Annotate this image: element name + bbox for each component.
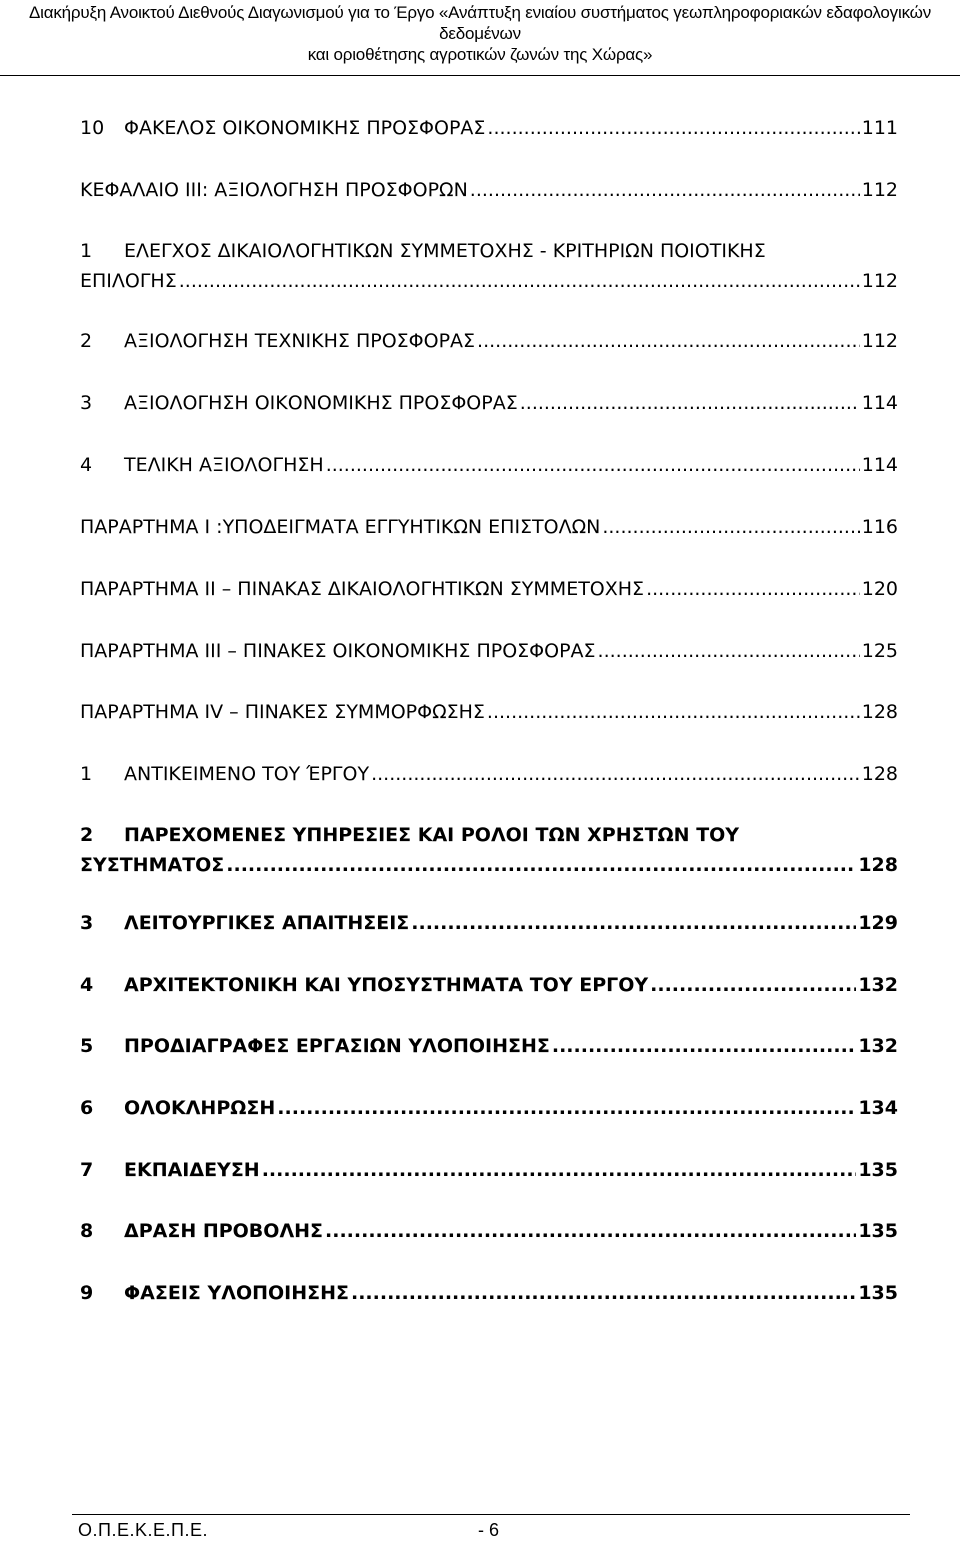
toc-dot-leader bbox=[552, 1031, 856, 1061]
toc-entry[interactable] bbox=[80, 820, 898, 880]
toc-entry-page: 134 bbox=[858, 1097, 898, 1119]
header-line-1: Διακήρυξη Ανοικτού Διεθνούς Διαγωνισμού για το Έργο «Ανάπτυξη ενιαίου συστήματος γεωπληροφοριακών εδαφολογικών δεδομένων bbox=[28, 3, 932, 43]
toc-entry-page: 128 bbox=[861, 701, 898, 723]
toc-entry[interactable] bbox=[80, 574, 898, 604]
toc-dot-leader bbox=[226, 850, 856, 880]
footer-organization: Ο.Π.Ε.Κ.Ε.Π.Ε. bbox=[78, 1520, 209, 1540]
toc-entry-title: ΦΑΣΕΙΣ ΥΛΟΠΟΙΗΣΗΣ bbox=[124, 1282, 349, 1304]
toc-dot-leader bbox=[411, 908, 856, 938]
toc-entry-title: ΑΡΧΙΤΕΚΤΟΝΙΚΗ ΚΑΙ ΥΠΟΣΥΣΤΗΜΑΤΑ ΤΟΥ ΕΡΓΟΥ bbox=[124, 974, 649, 996]
toc-entry-page: 120 bbox=[861, 578, 898, 600]
toc-dot-leader bbox=[470, 175, 860, 205]
toc-entry-page: 135 bbox=[858, 1282, 898, 1304]
toc-entry-page: 132 bbox=[858, 974, 898, 996]
toc-entry[interactable] bbox=[80, 175, 898, 205]
toc-entry-number: 8 bbox=[80, 1220, 94, 1242]
toc-entry-page: 111 bbox=[861, 117, 898, 139]
toc-entry[interactable] bbox=[80, 450, 898, 480]
toc-entry-title: ΔΡΑΣΗ ΠΡΟΒΟΛΗΣ bbox=[124, 1220, 324, 1242]
toc-entry-title: ΠΑΡΑΡΤΗΜΑ IV – ΠΙΝΑΚΕΣ ΣΥΜΜΟΡΦΩΣΗΣ bbox=[80, 701, 485, 723]
footer-page-number: - 6 bbox=[478, 1520, 500, 1540]
toc-entry-title: ΠΡΟΔΙΑΓΡΑΦΕΣ ΕΡΓΑΣΙΩΝ ΥΛΟΠΟΙΗΣΗΣ bbox=[124, 1035, 550, 1057]
toc-entry-title: ΦΑΚΕΛΟΣ ΟΙΚΟΝΟΜΙΚΗΣ ΠΡΟΣΦΟΡΑΣ bbox=[124, 117, 486, 139]
toc-dot-leader bbox=[326, 450, 860, 480]
toc-entry-page: 114 bbox=[861, 392, 898, 414]
toc-entry-page: 116 bbox=[861, 516, 898, 538]
toc-entry-title: ΛΕΙΤΟΥΡΓΙΚΕΣ ΑΠΑΙΤΗΣΕΙΣ bbox=[124, 912, 410, 934]
toc-entry-number: 10 bbox=[80, 117, 105, 139]
toc-entry[interactable] bbox=[80, 1031, 898, 1061]
toc-dot-leader bbox=[602, 512, 859, 542]
toc-entry-page: 112 bbox=[861, 270, 898, 292]
toc-dot-leader bbox=[325, 1216, 856, 1246]
toc-entry-title: ΚΕΦΑΛΑΙΟ ΙΙΙ: ΑΞΙΟΛΟΓΗΣΗ ΠΡΟΣΦΟΡΩΝ bbox=[80, 179, 468, 201]
toc-entry[interactable] bbox=[80, 1278, 898, 1308]
toc-entry[interactable] bbox=[80, 236, 898, 296]
toc-entry-title: ΠΑΡΑΡΤΗΜΑ Ι :ΥΠΟΔΕΙΓΜΑΤΑ ΕΓΓΥΗΤΙΚΩΝ ΕΠΙΣΤΟΛΩΝ bbox=[80, 516, 601, 538]
toc-dot-leader bbox=[371, 759, 860, 789]
toc-dot-leader bbox=[487, 697, 860, 727]
toc-entry-title: ΠΑΡΕΧΟΜΕΝΕΣ ΥΠΗΡΕΣΙΕΣ ΚΑΙ ΡΟΛΟΙ ΤΩΝ ΧΡΗΣΤΩΝ ΤΟΥ bbox=[124, 824, 740, 846]
toc-entry[interactable] bbox=[80, 636, 898, 666]
toc-entry[interactable] bbox=[80, 113, 898, 143]
toc-entry-page: 135 bbox=[858, 1159, 898, 1181]
toc-entry-number: 6 bbox=[80, 1097, 94, 1119]
toc-entry-page: 128 bbox=[861, 763, 898, 785]
toc-entry-title-continued: ΕΠΙΛΟΓΗΣ bbox=[80, 270, 177, 292]
toc-entry-title: ΠΑΡΑΡΤΗΜΑ ΙΙ – ΠΙΝΑΚΑΣ ΔΙΚΑΙΟΛΟΓΗΤΙΚΩΝ ΣΥΜΜΕΤΟΧΗΣ bbox=[80, 578, 645, 600]
toc-entry-title: ΕΛΕΓΧΟΣ ΔΙΚΑΙΟΛΟΓΗΤΙΚΩΝ ΣΥΜΜΕΤΟΧΗΣ - ΚΡΙΤΗΡΙΩΝ ΠΟΙΟΤΙΚΗΣ bbox=[124, 240, 766, 262]
toc-entry-page: 125 bbox=[861, 640, 898, 662]
toc-entry-title: ΑΞΙΟΛΟΓΗΣΗ ΟΙΚΟΝΟΜΙΚΗΣ ΠΡΟΣΦΟΡΑΣ bbox=[124, 392, 518, 414]
toc-entry-title-continued: ΣΥΣΤΗΜΑΤΟΣ bbox=[80, 854, 225, 876]
toc-entry-number: 3 bbox=[80, 392, 93, 414]
toc-entry-number: 5 bbox=[80, 1035, 94, 1057]
page-header bbox=[0, 2, 960, 65]
toc-dot-leader bbox=[646, 574, 860, 604]
toc-entry-number: 2 bbox=[80, 824, 94, 846]
toc-entry[interactable] bbox=[80, 1216, 898, 1246]
toc-entry-number: 7 bbox=[80, 1159, 94, 1181]
toc-dot-leader bbox=[598, 636, 860, 666]
toc-entry-page: 114 bbox=[861, 454, 898, 476]
toc-entry[interactable] bbox=[80, 326, 898, 356]
toc-entry[interactable] bbox=[80, 697, 898, 727]
toc-entry-page: 135 bbox=[858, 1220, 898, 1242]
toc-entry-number: 1 bbox=[80, 763, 93, 785]
toc-entry-title: ΠΑΡΑΡΤΗΜΑ ΙΙΙ – ΠΙΝΑΚΕΣ ΟΙΚΟΝΟΜΙΚΗΣ ΠΡΟΣΦΟΡΑΣ bbox=[80, 640, 596, 662]
toc-entry[interactable] bbox=[80, 512, 898, 542]
toc-dot-leader bbox=[351, 1278, 856, 1308]
toc-dot-leader bbox=[179, 266, 860, 296]
toc-entry[interactable] bbox=[80, 1093, 898, 1123]
header-divider bbox=[0, 75, 960, 76]
toc-entry[interactable] bbox=[80, 759, 898, 789]
toc-entry[interactable] bbox=[80, 388, 898, 418]
toc-entry-title: ΑΝΤΙΚΕΙΜΕΝΟ ΤΟΥ ΈΡΓΟΥ bbox=[124, 763, 370, 785]
toc-entry-title: ΟΛΟΚΛΗΡΩΣΗ bbox=[124, 1097, 276, 1119]
toc-entry-number: 1 bbox=[80, 240, 93, 262]
toc-dot-leader bbox=[477, 326, 860, 356]
toc-entry-number: 2 bbox=[80, 330, 93, 352]
toc-entry-page: 132 bbox=[858, 1035, 898, 1057]
header-line-2: και οριοθέτησης αγροτικών ζωνών της Χώρας» bbox=[307, 45, 653, 64]
toc-entry-page: 129 bbox=[858, 912, 898, 934]
toc-entry-page: 112 bbox=[861, 330, 898, 352]
toc-dot-leader bbox=[277, 1093, 856, 1123]
toc-entry[interactable] bbox=[80, 970, 898, 1000]
toc-entry-title: ΤΕΛΙΚΗ ΑΞΙΟΛΟΓΗΣΗ bbox=[124, 454, 324, 476]
toc-entry-page: 112 bbox=[861, 179, 898, 201]
toc-dot-leader bbox=[487, 113, 859, 143]
toc-entry-title: ΕΚΠΑΙΔΕΥΣΗ bbox=[124, 1159, 260, 1181]
toc-dot-leader bbox=[520, 388, 860, 418]
toc-dot-leader bbox=[262, 1155, 857, 1185]
toc-entry-number: 4 bbox=[80, 974, 94, 996]
toc-entry-number: 3 bbox=[80, 912, 94, 934]
toc-entry-page: 128 bbox=[858, 854, 898, 876]
toc-dot-leader bbox=[650, 970, 856, 1000]
footer-divider bbox=[72, 1514, 910, 1515]
toc-entry[interactable] bbox=[80, 908, 898, 938]
toc-entry[interactable] bbox=[80, 1155, 898, 1185]
toc-entry-number: 4 bbox=[80, 454, 93, 476]
toc-entry-number: 9 bbox=[80, 1282, 94, 1304]
toc-entry-title: ΑΞΙΟΛΟΓΗΣΗ ΤΕΧΝΙΚΗΣ ΠΡΟΣΦΟΡΑΣ bbox=[124, 330, 476, 352]
